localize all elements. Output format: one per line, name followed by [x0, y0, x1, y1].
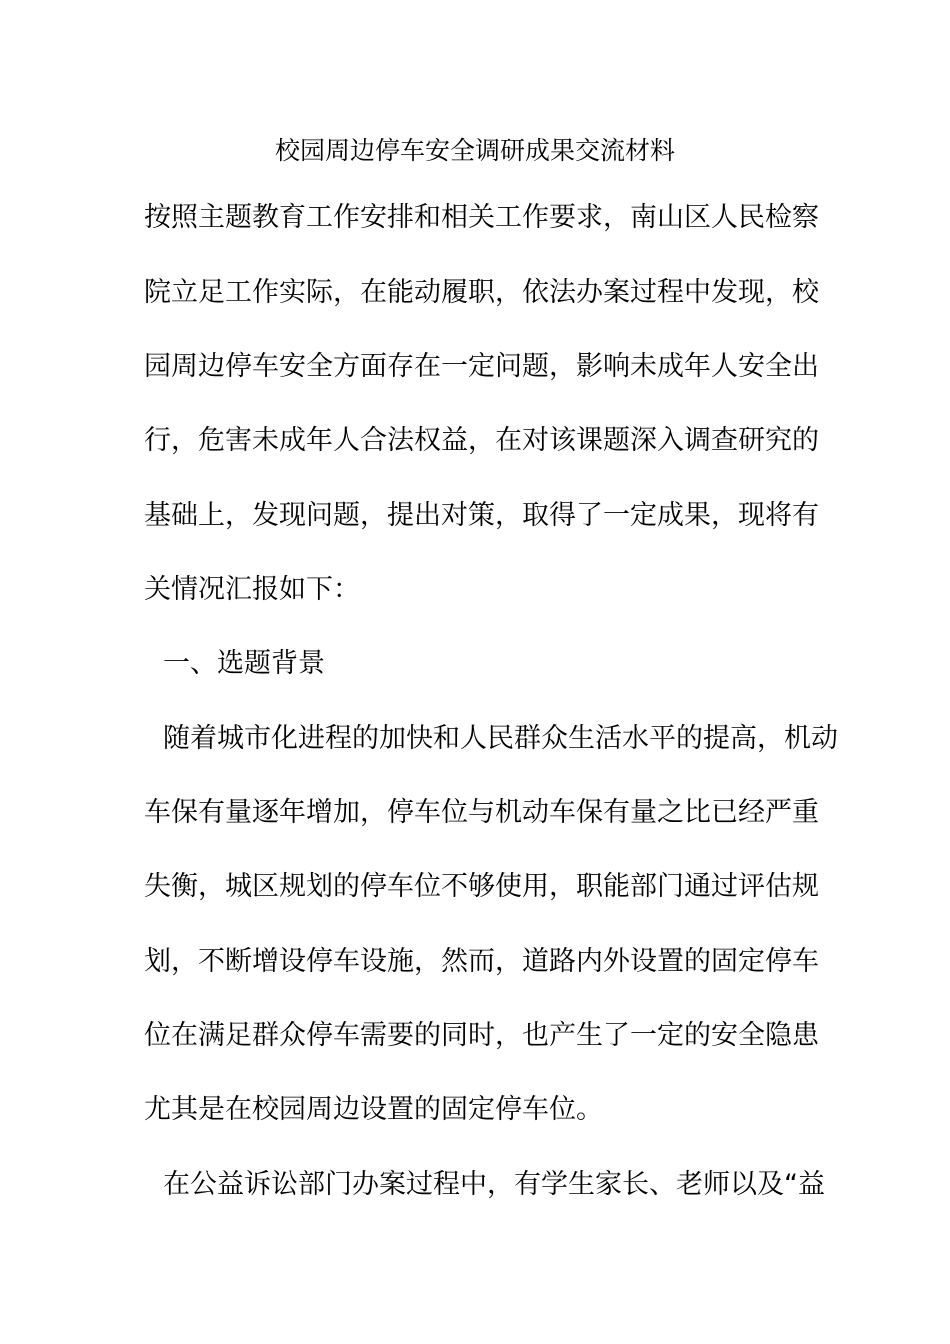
paragraph-line: 按照主题教育工作安排和相关工作要求，南山区人民检察	[144, 202, 819, 233]
paragraph-line: 行，危害未成年人合法权益，在对该课题深入调查研究的	[144, 425, 819, 456]
paragraph-line: 失衡，城区规划的停车位不够使用，职能部门通过评估规	[144, 871, 819, 902]
paragraph-line: 位在满足群众停车需要的同时，也产生了一定的安全隐患	[144, 1020, 819, 1051]
document-title: 校园周边停车安全调研成果交流材料	[274, 136, 675, 165]
paragraph-line: 尤其是在校园周边设置的固定停车位。	[144, 1094, 603, 1125]
paragraph-line: 院立足工作实际，在能动履职，依法办案过程中发现，校	[144, 277, 819, 308]
paragraph-line: 车保有量逐年增加，停车位与机动车保有量之比已经严重	[144, 797, 819, 828]
paragraph-line: 划，不断增设停车设施，然而，道路内外设置的固定停车	[144, 946, 819, 977]
paragraph-line: 随着城市化进程的加快和人民群众生活水平的提高，机动	[163, 723, 838, 754]
section-heading: 一、选题背景	[163, 648, 325, 679]
paragraph-line: 基础上，发现问题，提出对策，取得了一定成果，现将有	[144, 500, 819, 531]
paragraph-line: 关情况汇报如下：	[144, 574, 360, 605]
paragraph-line: 园周边停车安全方面存在一定问题，影响未成年人安全出	[144, 351, 819, 382]
paragraph-line: 在公益诉讼部门办案过程中，有学生家长、老师以及“益	[163, 1169, 825, 1200]
